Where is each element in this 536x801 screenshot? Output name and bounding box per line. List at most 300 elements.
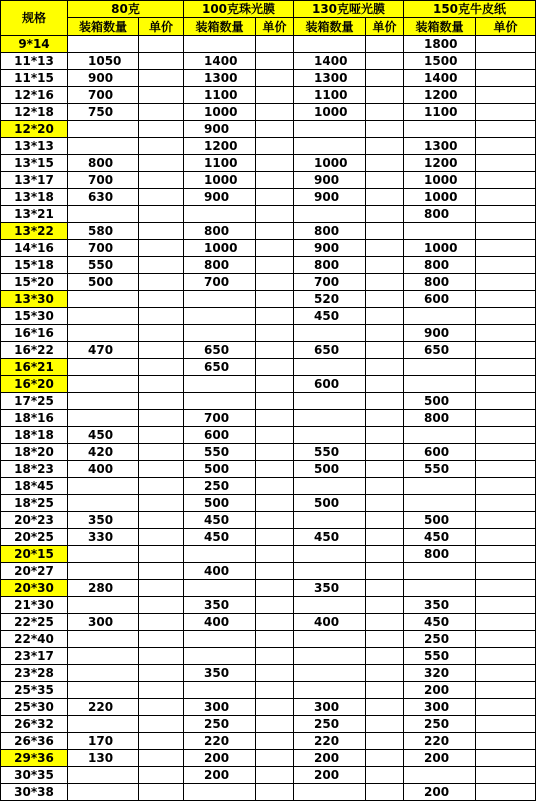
qty-cell: 350 [184, 665, 256, 682]
qty-cell [294, 410, 366, 427]
price-cell [476, 631, 536, 648]
spec-cell: 12*18 [1, 104, 68, 121]
price-cell [256, 495, 294, 512]
spec-cell: 16*22 [1, 342, 68, 359]
spec-cell: 18*18 [1, 427, 68, 444]
table-row [1, 189, 536, 206]
qty-cell: 250 [404, 631, 476, 648]
price-cell [476, 342, 536, 359]
qty-cell [294, 597, 366, 614]
price-cell [139, 580, 184, 597]
spec-cell: 16*21 [1, 359, 68, 376]
price-cell [256, 393, 294, 410]
qty-cell [404, 767, 476, 784]
qty-cell [294, 665, 366, 682]
price-cell [139, 189, 184, 206]
table-row [1, 767, 536, 784]
qty-cell [68, 648, 139, 665]
price-cell [139, 257, 184, 274]
spec-cell: 13*30 [1, 291, 68, 308]
price-cell [366, 359, 404, 376]
price-cell [139, 342, 184, 359]
spec-cell: 23*17 [1, 648, 68, 665]
spec-cell: 12*20 [1, 121, 68, 138]
qty-cell [404, 121, 476, 138]
price-cell [256, 36, 294, 53]
price-cell [476, 291, 536, 308]
price-cell [366, 427, 404, 444]
qty-cell: 800 [294, 223, 366, 240]
qty-cell: 1100 [184, 87, 256, 104]
qty-cell [68, 393, 139, 410]
qty-cell: 600 [184, 427, 256, 444]
price-cell [476, 410, 536, 427]
qty-cell [68, 597, 139, 614]
qty-cell: 250 [404, 716, 476, 733]
qty-cell: 1000 [404, 189, 476, 206]
qty-cell [68, 682, 139, 699]
price-cell [256, 699, 294, 716]
price-cell [476, 648, 536, 665]
price-cell [256, 87, 294, 104]
price-cell [256, 257, 294, 274]
qty-cell: 450 [68, 427, 139, 444]
price-cell [139, 325, 184, 342]
qty-cell: 1000 [404, 172, 476, 189]
table-row [1, 36, 536, 53]
price-cell [139, 223, 184, 240]
qty-cell: 300 [184, 699, 256, 716]
price-cell [256, 155, 294, 172]
price-cell [366, 631, 404, 648]
price-cell [476, 784, 536, 801]
price-cell [476, 427, 536, 444]
price-cell [256, 529, 294, 546]
spec-cell: 16*16 [1, 325, 68, 342]
price-cell [476, 546, 536, 563]
price-cell [139, 138, 184, 155]
qty-cell: 700 [294, 274, 366, 291]
qty-cell: 1000 [294, 104, 366, 121]
price-cell [366, 733, 404, 750]
qty-cell: 500 [184, 495, 256, 512]
price-cell [139, 172, 184, 189]
spec-cell: 11*15 [1, 70, 68, 87]
qty-cell [184, 36, 256, 53]
price-cell [476, 478, 536, 495]
qty-cell: 170 [68, 733, 139, 750]
table-row [1, 121, 536, 138]
qty-cell [68, 716, 139, 733]
qty-cell: 1000 [294, 155, 366, 172]
table-row [1, 495, 536, 512]
price-cell [139, 682, 184, 699]
qty-cell: 300 [68, 614, 139, 631]
spec-cell: 22*25 [1, 614, 68, 631]
price-cell [476, 87, 536, 104]
qty-cell: 500 [68, 274, 139, 291]
price-cell [366, 461, 404, 478]
spec-cell: 17*25 [1, 393, 68, 410]
price-cell [139, 478, 184, 495]
qty-cell [68, 325, 139, 342]
qty-cell [404, 376, 476, 393]
table-header [1, 1, 536, 36]
spec-cell: 16*20 [1, 376, 68, 393]
qty-cell: 900 [294, 189, 366, 206]
qty-cell [184, 546, 256, 563]
price-cell [476, 529, 536, 546]
price-cell [476, 257, 536, 274]
table-row [1, 597, 536, 614]
qty-cell: 1300 [404, 138, 476, 155]
qty-cell [68, 291, 139, 308]
price-cell [476, 138, 536, 155]
price-cell [476, 461, 536, 478]
qty-cell [404, 359, 476, 376]
spec-cell: 13*17 [1, 172, 68, 189]
qty-cell: 500 [404, 393, 476, 410]
price-cell [366, 512, 404, 529]
table-row [1, 359, 536, 376]
qty-cell: 220 [184, 733, 256, 750]
price-cell [256, 733, 294, 750]
price-cell [366, 682, 404, 699]
qty-cell: 700 [184, 410, 256, 427]
price-cell [476, 750, 536, 767]
qty-cell: 1000 [184, 104, 256, 121]
qty-cell [404, 478, 476, 495]
spec-cell: 13*13 [1, 138, 68, 155]
spec-cell: 12*16 [1, 87, 68, 104]
table-row [1, 410, 536, 427]
price-cell [139, 784, 184, 801]
spec-cell: 15*18 [1, 257, 68, 274]
qty-cell: 650 [294, 342, 366, 359]
price-cell [139, 461, 184, 478]
price-cell [476, 206, 536, 223]
price-cell [366, 444, 404, 461]
table-row [1, 393, 536, 410]
qty-cell [184, 393, 256, 410]
qty-cell: 900 [184, 189, 256, 206]
qty-cell: 520 [294, 291, 366, 308]
table-row [1, 325, 536, 342]
price-header: 单价 [256, 18, 294, 36]
price-cell [139, 274, 184, 291]
spec-cell: 21*30 [1, 597, 68, 614]
qty-cell: 1000 [404, 240, 476, 257]
qty-header: 装箱数量 [184, 18, 256, 36]
price-cell [139, 444, 184, 461]
spec-cell: 13*21 [1, 206, 68, 223]
price-cell [366, 189, 404, 206]
price-cell [139, 427, 184, 444]
price-cell [366, 716, 404, 733]
price-cell [476, 325, 536, 342]
spec-cell: 18*16 [1, 410, 68, 427]
spec-cell: 22*40 [1, 631, 68, 648]
price-cell [139, 495, 184, 512]
group-header-130g-matte: 130克哑光膜 [294, 1, 404, 18]
price-cell [476, 155, 536, 172]
price-cell [256, 359, 294, 376]
table-row [1, 614, 536, 631]
qty-cell: 1400 [404, 70, 476, 87]
qty-cell: 300 [294, 699, 366, 716]
table-row [1, 155, 536, 172]
price-cell [256, 784, 294, 801]
qty-cell: 800 [404, 257, 476, 274]
qty-cell: 250 [184, 716, 256, 733]
qty-cell: 250 [294, 716, 366, 733]
table-row [1, 648, 536, 665]
table-row [1, 444, 536, 461]
qty-cell: 550 [68, 257, 139, 274]
price-cell [256, 308, 294, 325]
price-cell [366, 529, 404, 546]
price-cell [256, 121, 294, 138]
spec-cell: 15*30 [1, 308, 68, 325]
qty-cell [68, 308, 139, 325]
price-cell [476, 376, 536, 393]
price-cell [139, 376, 184, 393]
qty-cell: 1200 [404, 155, 476, 172]
qty-cell [294, 648, 366, 665]
price-cell [366, 36, 404, 53]
price-cell [256, 376, 294, 393]
price-cell [366, 614, 404, 631]
qty-cell [68, 36, 139, 53]
group-header-150g-kraft: 150克牛皮纸 [404, 1, 536, 18]
price-cell [366, 155, 404, 172]
price-cell [139, 240, 184, 257]
qty-cell: 550 [294, 444, 366, 461]
qty-cell: 600 [404, 291, 476, 308]
spec-cell: 30*35 [1, 767, 68, 784]
qty-cell: 500 [294, 461, 366, 478]
price-cell [476, 308, 536, 325]
price-cell [139, 70, 184, 87]
qty-cell: 1100 [294, 87, 366, 104]
price-cell [139, 563, 184, 580]
price-cell [256, 512, 294, 529]
price-cell [366, 410, 404, 427]
qty-cell: 500 [294, 495, 366, 512]
qty-cell: 700 [68, 240, 139, 257]
price-cell [256, 665, 294, 682]
qty-cell [68, 495, 139, 512]
price-cell [476, 359, 536, 376]
qty-cell: 350 [68, 512, 139, 529]
price-cell [139, 529, 184, 546]
price-cell [476, 223, 536, 240]
price-cell [366, 223, 404, 240]
price-cell [139, 36, 184, 53]
qty-cell [184, 784, 256, 801]
qty-cell: 1100 [184, 155, 256, 172]
price-header: 单价 [476, 18, 536, 36]
spec-cell: 18*23 [1, 461, 68, 478]
qty-cell: 550 [184, 444, 256, 461]
spec-cell: 30*38 [1, 784, 68, 801]
qty-cell: 200 [404, 750, 476, 767]
price-cell [256, 172, 294, 189]
qty-cell [68, 665, 139, 682]
qty-cell: 350 [404, 597, 476, 614]
price-cell [476, 70, 536, 87]
qty-cell: 1500 [404, 53, 476, 70]
spec-cell: 20*15 [1, 546, 68, 563]
qty-cell: 1100 [404, 104, 476, 121]
qty-cell [184, 376, 256, 393]
table-row [1, 529, 536, 546]
price-cell [366, 750, 404, 767]
qty-cell: 400 [184, 614, 256, 631]
qty-cell: 800 [404, 274, 476, 291]
qty-cell [404, 308, 476, 325]
price-cell [256, 563, 294, 580]
price-cell [139, 597, 184, 614]
qty-cell: 220 [68, 699, 139, 716]
qty-cell: 800 [184, 257, 256, 274]
price-cell [256, 189, 294, 206]
qty-header: 装箱数量 [404, 18, 476, 36]
price-cell [366, 257, 404, 274]
table-row [1, 138, 536, 155]
table-row [1, 461, 536, 478]
qty-cell: 500 [404, 512, 476, 529]
price-cell [476, 716, 536, 733]
qty-cell [68, 546, 139, 563]
spec-cell: 13*22 [1, 223, 68, 240]
price-cell [139, 733, 184, 750]
price-cell [256, 325, 294, 342]
qty-cell: 650 [184, 359, 256, 376]
spec-cell: 23*28 [1, 665, 68, 682]
price-cell [366, 393, 404, 410]
spec-cell: 20*27 [1, 563, 68, 580]
price-cell [256, 138, 294, 155]
price-cell [366, 308, 404, 325]
price-cell [139, 359, 184, 376]
qty-cell [294, 427, 366, 444]
table-row [1, 665, 536, 682]
price-cell [139, 291, 184, 308]
spec-cell: 29*36 [1, 750, 68, 767]
price-cell [139, 648, 184, 665]
table-row [1, 563, 536, 580]
price-cell [256, 410, 294, 427]
spec-cell: 13*15 [1, 155, 68, 172]
qty-cell: 1300 [294, 70, 366, 87]
qty-cell [68, 784, 139, 801]
qty-cell: 900 [294, 172, 366, 189]
qty-cell: 700 [68, 87, 139, 104]
qty-cell: 900 [184, 121, 256, 138]
table-row [1, 631, 536, 648]
qty-cell [294, 206, 366, 223]
price-cell [476, 495, 536, 512]
price-cell [139, 393, 184, 410]
price-cell [256, 716, 294, 733]
price-cell [256, 648, 294, 665]
qty-cell: 900 [68, 70, 139, 87]
price-cell [256, 342, 294, 359]
qty-cell: 1400 [184, 53, 256, 70]
table-row [1, 376, 536, 393]
qty-cell: 400 [294, 614, 366, 631]
qty-cell [184, 682, 256, 699]
spec-header: 规格 [1, 1, 68, 36]
price-cell [366, 376, 404, 393]
qty-cell [68, 478, 139, 495]
price-cell [476, 682, 536, 699]
price-cell [139, 631, 184, 648]
price-cell [366, 495, 404, 512]
table-row [1, 342, 536, 359]
qty-cell [294, 325, 366, 342]
qty-cell: 320 [404, 665, 476, 682]
price-cell [476, 172, 536, 189]
price-cell [139, 767, 184, 784]
qty-cell: 630 [68, 189, 139, 206]
qty-cell [184, 580, 256, 597]
price-cell [139, 87, 184, 104]
qty-cell: 200 [184, 750, 256, 767]
price-cell [256, 546, 294, 563]
qty-header: 装箱数量 [68, 18, 139, 36]
spec-cell: 9*14 [1, 36, 68, 53]
table-row [1, 240, 536, 257]
table-row [1, 87, 536, 104]
qty-cell: 400 [68, 461, 139, 478]
spec-cell: 13*18 [1, 189, 68, 206]
qty-cell: 800 [404, 206, 476, 223]
table-body [1, 36, 536, 801]
price-cell [139, 512, 184, 529]
price-cell [476, 240, 536, 257]
qty-cell: 200 [184, 767, 256, 784]
qty-cell [68, 631, 139, 648]
price-cell [476, 121, 536, 138]
price-cell [256, 444, 294, 461]
table-row [1, 682, 536, 699]
table-row [1, 53, 536, 70]
table-row [1, 478, 536, 495]
qty-cell [68, 206, 139, 223]
price-cell [366, 325, 404, 342]
table-row [1, 512, 536, 529]
qty-cell: 280 [68, 580, 139, 597]
price-header: 单价 [366, 18, 404, 36]
table-row [1, 716, 536, 733]
qty-cell [294, 631, 366, 648]
price-header: 单价 [139, 18, 184, 36]
qty-cell: 1050 [68, 53, 139, 70]
qty-cell: 800 [184, 223, 256, 240]
price-cell [476, 580, 536, 597]
price-cell [256, 291, 294, 308]
qty-cell [184, 648, 256, 665]
qty-cell [68, 563, 139, 580]
price-cell [366, 53, 404, 70]
qty-cell: 130 [68, 750, 139, 767]
price-cell [256, 597, 294, 614]
qty-cell [404, 563, 476, 580]
price-cell [139, 614, 184, 631]
price-cell [366, 240, 404, 257]
